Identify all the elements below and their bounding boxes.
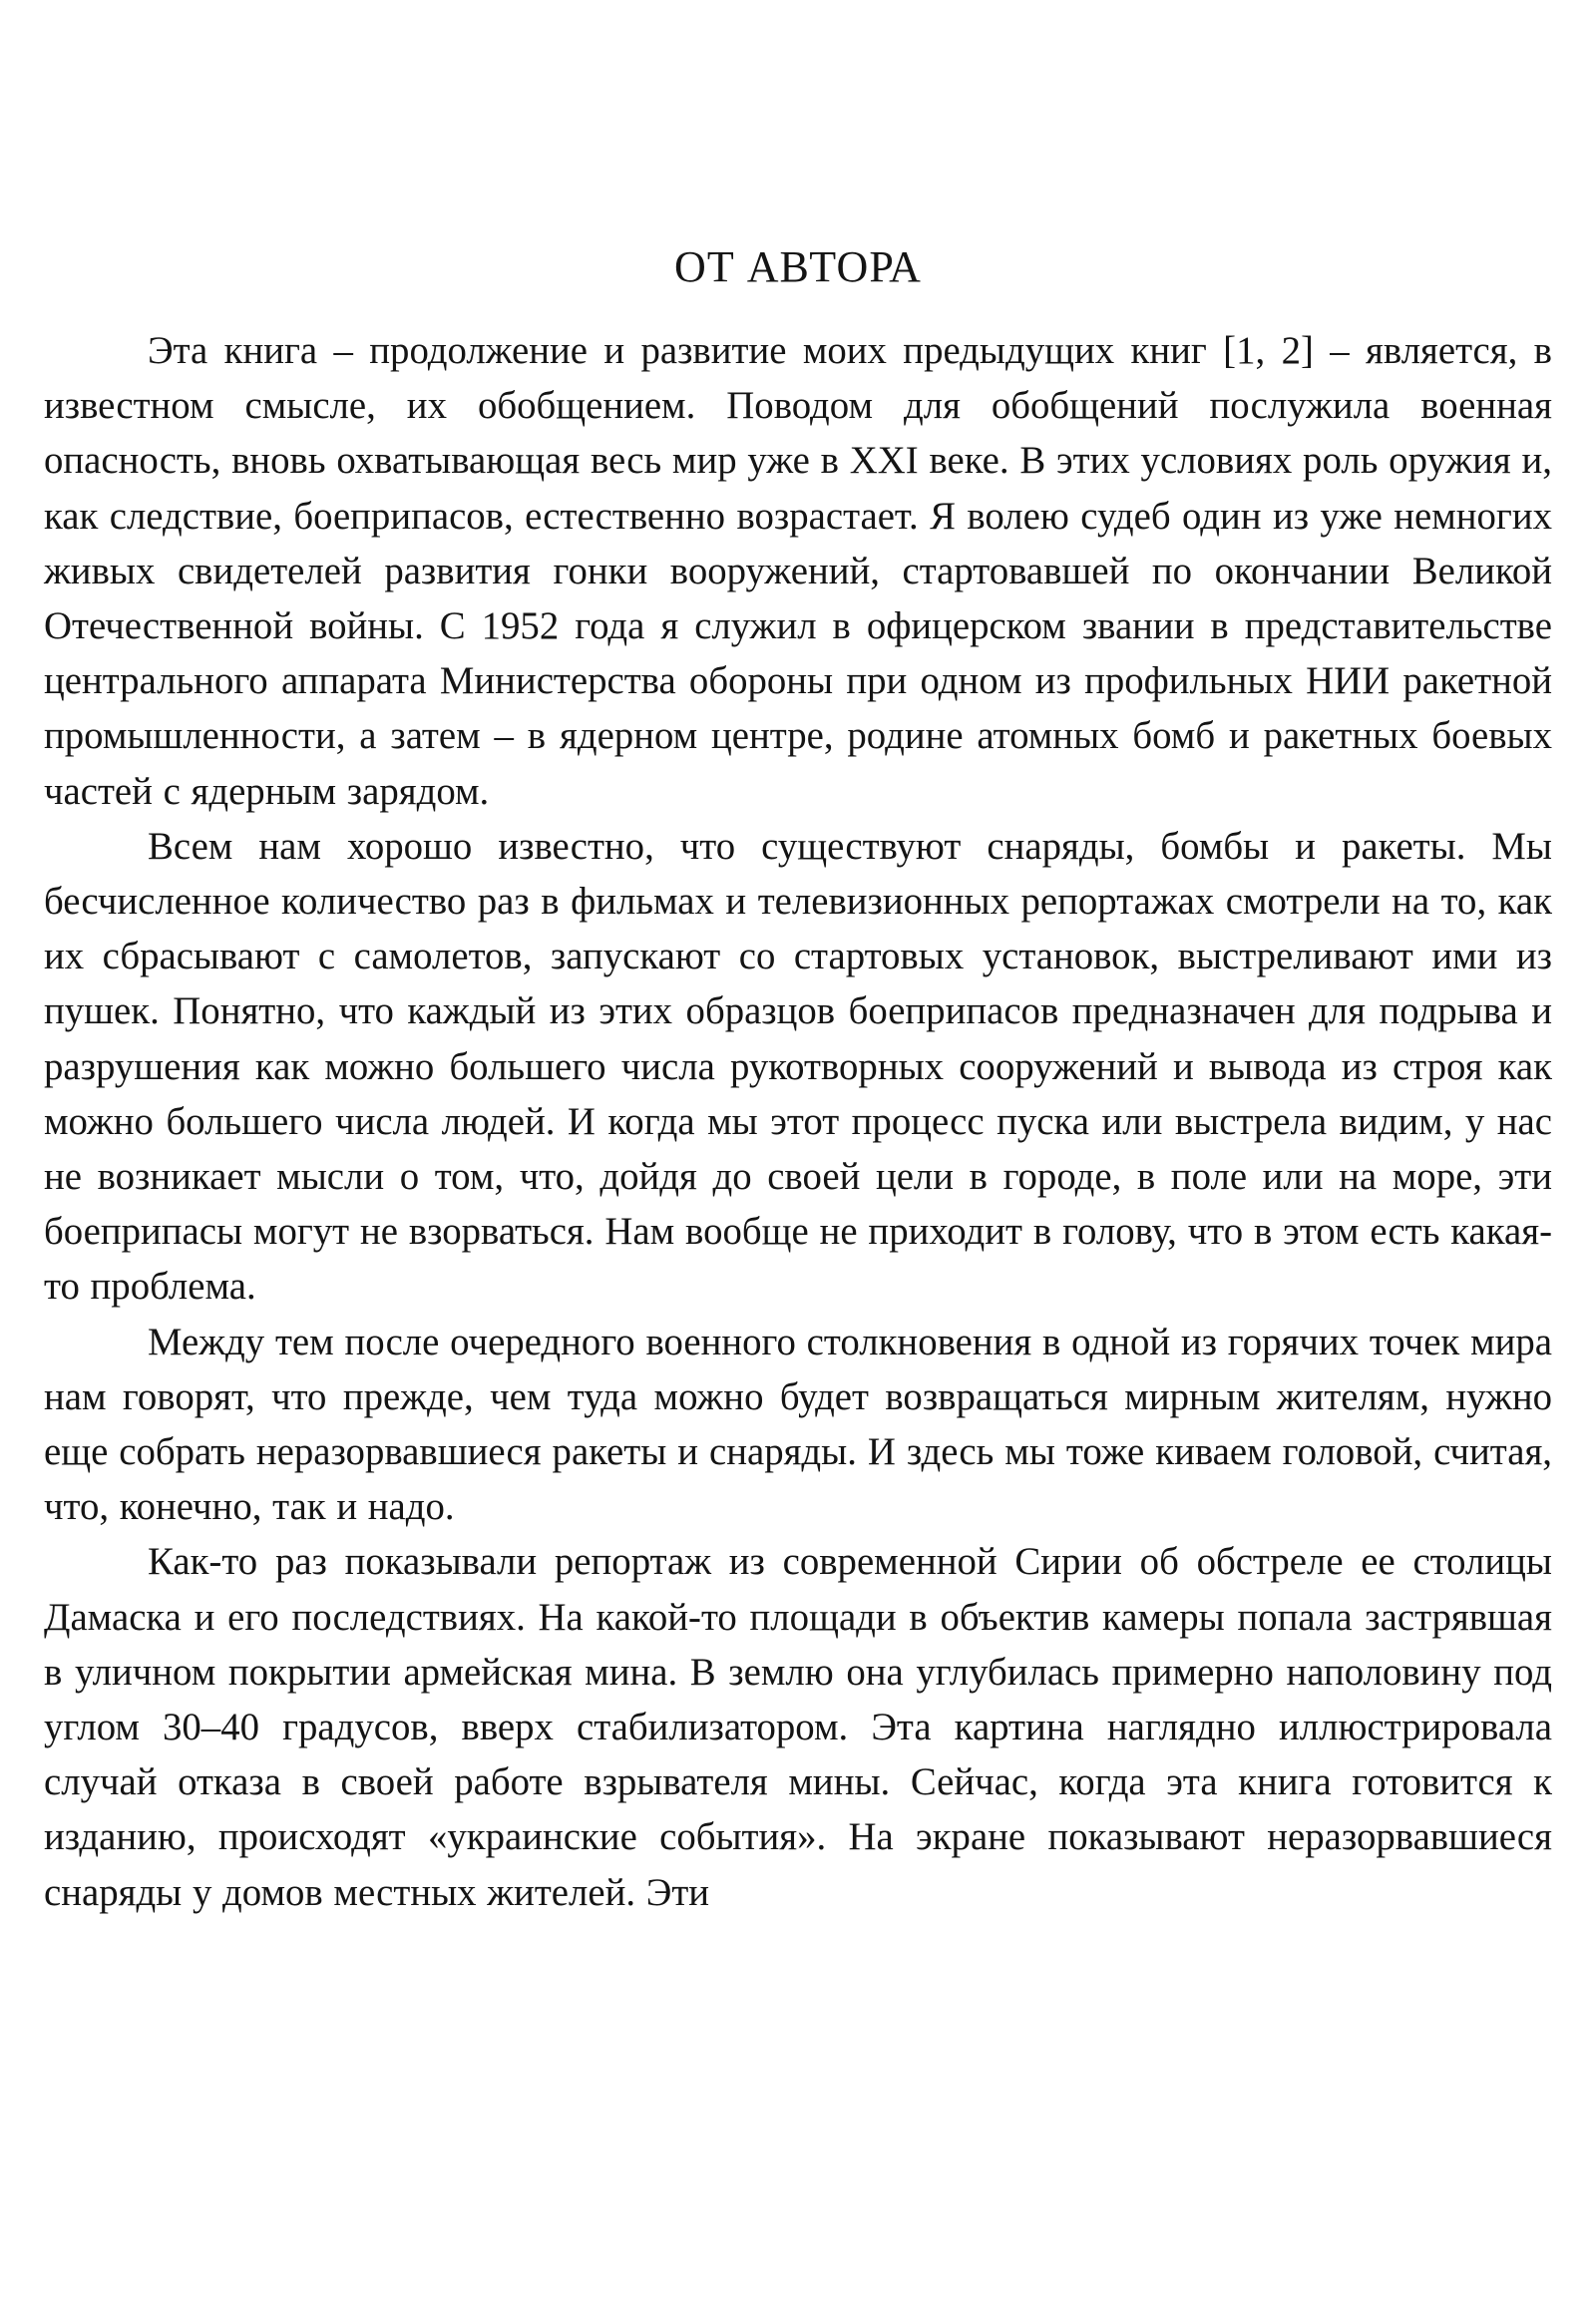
- chapter-title: ОТ АВТОРА: [674, 242, 922, 291]
- paragraph: Всем нам хорошо известно, что существуют снаряды, бомбы и ракеты. Мы бесчисленное количество раз в фильмах и телевизионных репортажах смотрели на то, как их сбрасывают с самолетов, запускают со стартовых установок, выстреливают ими из пушек. Понятно, что каждый из этих образцов боеприпасов предназначен для подрыва и разрушения как можно большего числа рукотворных сооружений и вывода из строя как можно большего числа людей. И когда мы этот процесс пуска или выстрела видим, у нас не возникает мысли о том, что, дойдя до своей цели в городе, в поле или на море, эти боеприпасы могут не взорваться. Нам вообще не приходит в голову, что в этом есть какая-то проблема.: [44, 824, 1552, 1309]
- paragraph: Как-то раз показывали репортаж из современной Сирии об обстреле ее столицы Дамаска и его последствиях. На какой-то площади в объектив камеры попала застрявшая в уличном покрытии армейская мина. В землю она углубилась примерно наполовину под углом 30–40 градусов, вверх стабилизатором. Эта картина наглядно иллюстрировала случай отказа в своей работе взрывателя мины. Сейчас, когда эта книга готовится к изданию, происходят «украинские события». На экране показывают неразорвавшиеся снаряды у домов местных жителей. Эти: [44, 1540, 1552, 1914]
- book-page: [44, 239, 1552, 1920]
- paragraph: Между тем после очередного военного столкновения в одной из горячих точек мира нам говорят, что прежде, чем туда можно будет возвращаться мирным жителям, нужно еще собрать неразорвавшиеся ракеты и снаряды. И здесь мы тоже киваем головой, считая, что, конечно, так и надо.: [44, 1320, 1552, 1529]
- paragraph: Эта книга – продолжение и развитие моих предыдущих книг [1, 2] – является, в известном смысле, их обобщением. Поводом для обобщений послужила военная опасность, вновь охватывающая весь мир уже в XXI веке. В этих условиях роль оружия и, как следствие, боеприпасов, естественно возрастает. Я волею судеб один из уже немногих живых свидетелей развития гонки вооружений, стартовавшей по окончании Великой Отечественной войны. С 1952 года я служил в офицерском звании в представительстве центрального аппарата Министерства обороны при одном из профильных НИИ ракетной промышленности, а затем – в ядерном центре, родине атомных бомб и ракетных боевых частей с ядерным зарядом.: [44, 329, 1552, 813]
